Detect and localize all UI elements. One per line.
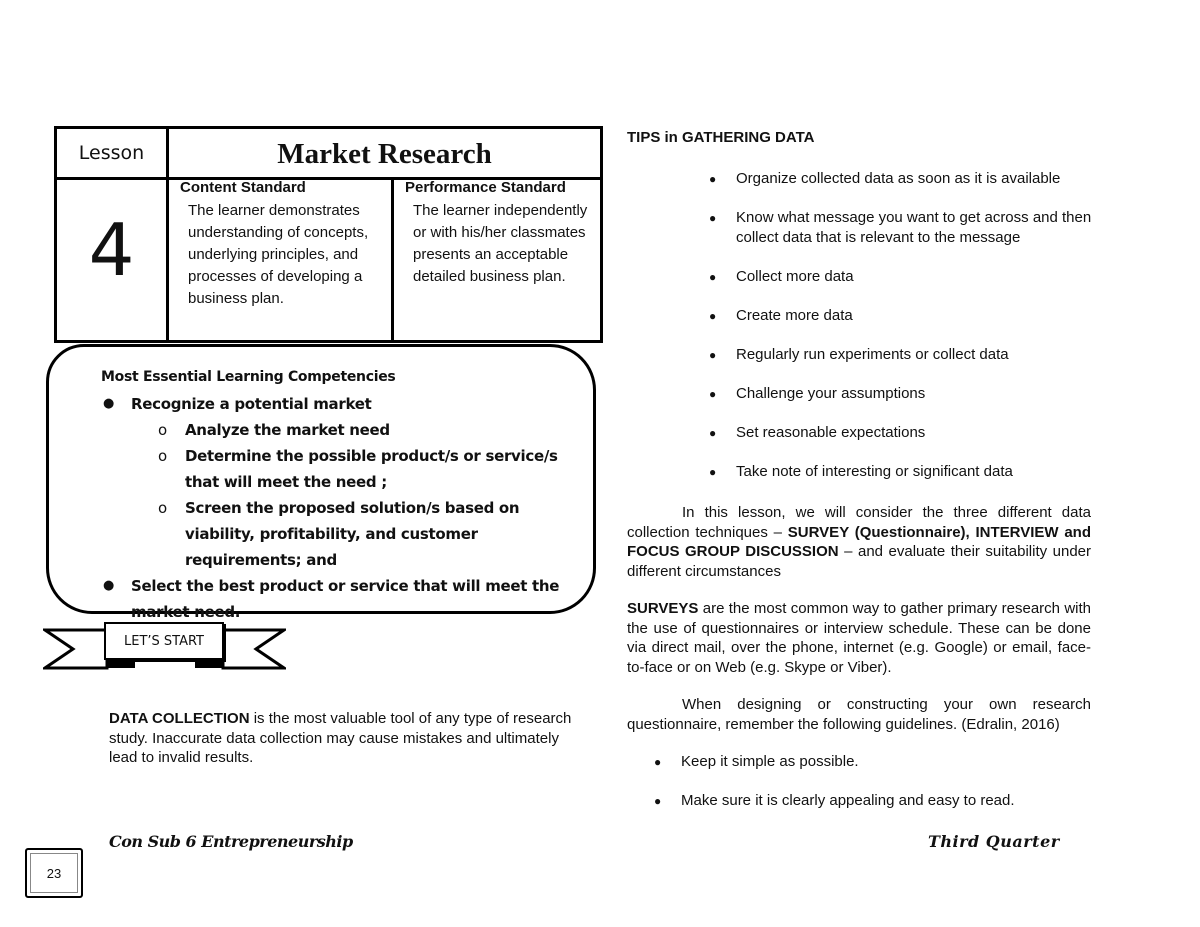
competencies-box <box>46 344 596 621</box>
lesson-intro-paragraph: In this lesson, we will consider the three different data collection techniques – SURVEY (Questionnaire), INTERVIEW and FOCUS GROUP DISCUSSION – and evaluate their suitability under different circumstances <box>627 504 1092 580</box>
circle-bullet-icon: o <box>158 421 167 439</box>
lesson-label: Lesson <box>57 129 169 180</box>
performance-standard-body: The learner independently or with his/her classmates presents an acceptable detailed business plan. <box>413 202 588 285</box>
competency-item: ● Recognize a potential market <box>101 391 581 417</box>
lesson-number: 4 <box>57 180 169 340</box>
lets-start-label: LET’S START <box>104 622 224 660</box>
competency-subitem: o Determine the possible product/s or service/s that will meet the need ; <box>101 443 581 495</box>
surveys-paragraph: SURVEYS are the most common way to gather primary research with the use of questionnaires or interview schedule. These can be done via direct mail, over the phone, internet (e.g. Google) or email, face-to-face or on Web (e.g. Skype or Viber). <box>627 600 1091 676</box>
bullet-icon: ● <box>709 309 717 323</box>
bullet-icon: ● <box>709 348 717 362</box>
lesson-header-table <box>54 126 603 343</box>
tip-item: ● Challenge your assumptions <box>709 385 926 402</box>
lesson-title: Market Research <box>169 129 600 180</box>
competencies-list <box>101 391 581 625</box>
bullet-icon: ● <box>654 755 662 769</box>
page-number: 23 <box>25 848 83 898</box>
bullet-icon: ● <box>103 396 115 411</box>
performance-standard-heading: Performance Standard <box>405 179 566 196</box>
tip-item: ● Set reasonable expectations <box>709 424 926 441</box>
guidelines-intro: When designing or constructing your own research questionnaire, remember the following guidelines. (Edralin, 2016) <box>627 696 1091 733</box>
tip-item: ● Regularly run experiments or collect data <box>709 346 1009 363</box>
data-collection-paragraph: DATA COLLECTION is the most valuable tool of any type of research study. Inaccurate data collection may cause mistakes and ultimately lead to invalid results. <box>109 710 572 766</box>
footer-quarter: Third Quarter <box>928 832 1060 851</box>
tips-title: TIPS in GATHERING DATA <box>627 129 815 146</box>
content-standard-body: The learner demonstrates understanding of concepts, underlying principles, and processes of developing a business plan. <box>188 202 369 307</box>
bullet-icon: ● <box>709 172 717 186</box>
circle-bullet-icon: o <box>158 447 167 465</box>
tip-item: ● Organize collected data as soon as it is available <box>709 170 1061 187</box>
guideline-item: ● Make sure it is clearly appealing and easy to read. <box>654 792 1015 809</box>
content-standard-heading: Content Standard <box>180 179 306 196</box>
bullet-icon: ● <box>709 426 717 440</box>
bullet-icon: ● <box>709 211 717 225</box>
tip-item: ● Know what message you want to get across and then collect data that is relevant to the message <box>709 209 1092 246</box>
tip-item: ● Create more data <box>709 307 853 324</box>
competency-item: ● Select the best product or service that will meet the market need. <box>101 573 581 625</box>
content-standard <box>169 180 394 340</box>
tip-item: ● Collect more data <box>709 268 854 285</box>
bullet-icon: ● <box>654 794 662 808</box>
competency-subitem: o Analyze the market need <box>101 417 581 443</box>
bullet-icon: ● <box>103 578 115 593</box>
bullet-icon: ● <box>709 465 717 479</box>
bullet-icon: ● <box>709 270 717 284</box>
performance-standard <box>394 180 600 340</box>
footer-subject: Con Sub 6 Entrepreneurship <box>109 832 353 851</box>
tip-item: ● Take note of interesting or significant data <box>709 463 1013 480</box>
bullet-icon: ● <box>709 387 717 401</box>
circle-bullet-icon: o <box>158 499 167 517</box>
guideline-item: ● Keep it simple as possible. <box>654 753 859 770</box>
competency-subitem: o Screen the proposed solution/s based on viability, profitability, and customer requirements; and <box>101 495 581 573</box>
competencies-title: Most Essential Learning Competencies <box>101 369 396 385</box>
